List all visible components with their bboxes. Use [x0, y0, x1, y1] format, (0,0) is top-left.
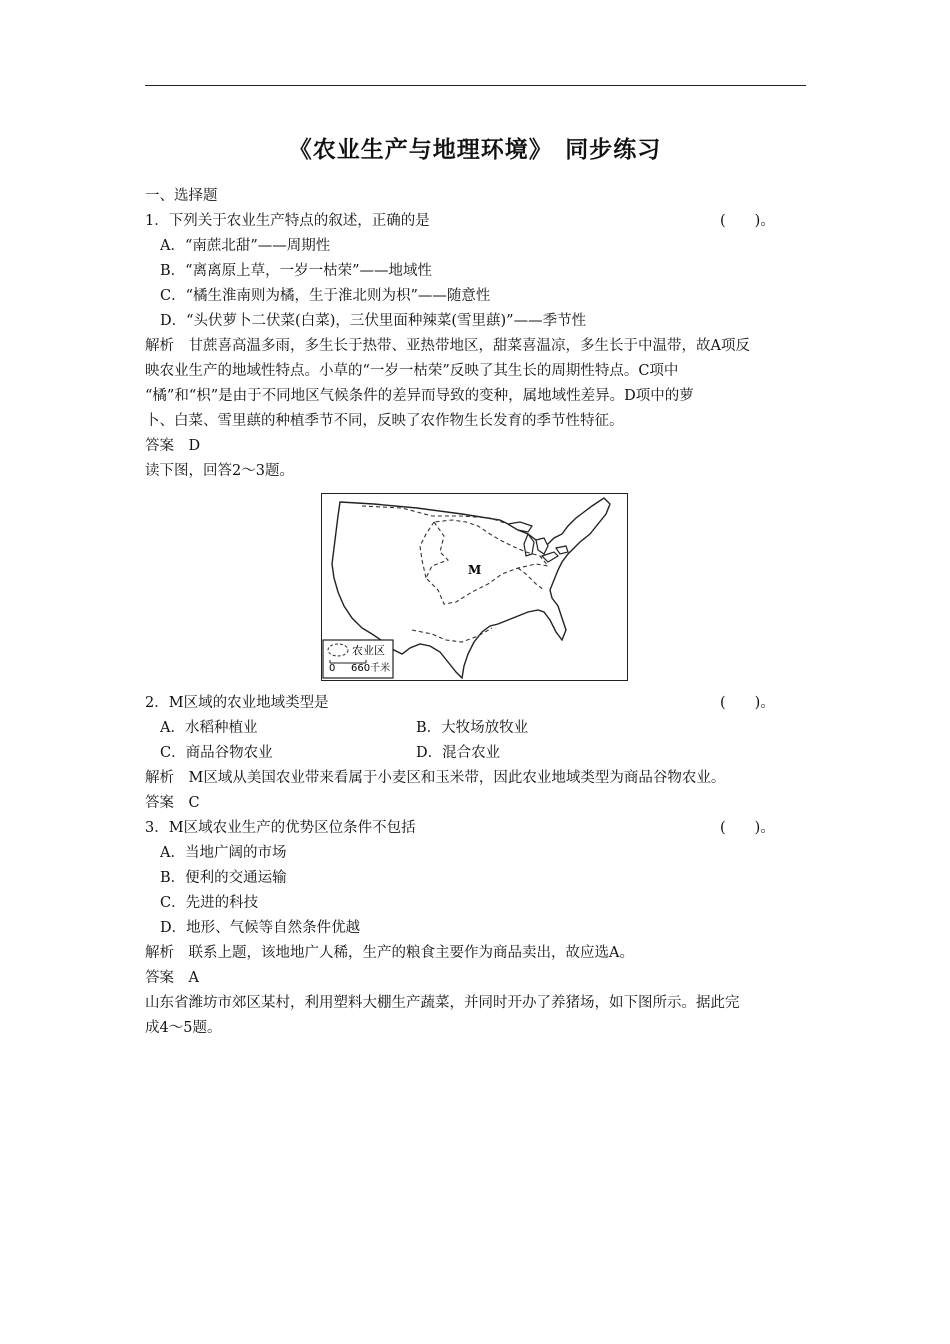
q1-analysis-line: “橘”和“枳”是由于不同地区气候条件的差异而导致的变种，属地域性差异。D项中的萝 — [145, 388, 694, 404]
header-rule — [145, 85, 806, 86]
q1-analysis-line: 解析 甘蔗喜高温多雨，多生长于热带、亚热带地区，甜菜喜温凉，多生长于中温带，故A项反 — [145, 338, 750, 354]
usa-agriculture-map — [321, 493, 628, 681]
q2-analysis: 解析 M区域从美国农业带来看属于小麦区和玉米带，因此农业地域类型为商品谷物农业。 — [145, 770, 726, 786]
q2-stem: 2．M区域的农业地域类型是 — [145, 695, 329, 711]
q3-option-a: A．当地广阔的市场 — [160, 845, 287, 861]
scale-value: 660千米 — [351, 663, 391, 674]
scale-zero: 0 — [329, 663, 336, 674]
q1-option-b: B．“离离原上草，一岁一枯荣”——地域性 — [160, 263, 432, 279]
region-m-label: M — [468, 563, 482, 577]
q2-option-b: B．大牧场放牧业 — [416, 720, 529, 736]
q1-paren: ( )。 — [720, 213, 775, 229]
page-title: 《农业生产与地理环境》 同步练习 — [288, 137, 662, 163]
q1-stem: 1．下列关于农业生产特点的叙述，正确的是 — [145, 213, 430, 229]
q3-option-c: C．先进的科技 — [160, 895, 259, 911]
section-heading: 一、选择题 — [145, 188, 218, 204]
q1-answer: 答案 D — [145, 438, 201, 454]
agri-region-boundary-south — [412, 628, 492, 642]
q2-option-a: A．水稻种植业 — [160, 720, 258, 736]
q3-paren: ( )。 — [720, 820, 775, 836]
q3-option-d: D．地形、气候等自然条件优越 — [160, 920, 361, 936]
q1-option-a: A．“南蔗北甜”——周期性 — [160, 238, 331, 254]
q2-option-d: D．混合农业 — [416, 745, 501, 761]
intro-4-5-line: 成4～5题。 — [145, 1020, 222, 1036]
q3-option-b: B．便利的交通运输 — [160, 870, 287, 886]
q1-option-d: D．“头伏萝卜二伏菜(白菜)，三伏里面种辣菜(雪里蕻)”——季节性 — [160, 313, 587, 329]
q1-analysis-line: 卜、白菜、雪里蕻的种植季节不同，反映了农作物生长发育的季节性特征。 — [145, 413, 624, 429]
q2-answer: 答案 C — [145, 795, 200, 811]
q2-paren: ( )。 — [720, 695, 775, 711]
q1-analysis-line: 映农业生产的地域性特点。小草的“一岁一枯荣”反映了其生长的周期性特点。C项中 — [145, 363, 679, 379]
q1-option-c: C．“橘生淮南则为橘，生于淮北则为枳”——随意性 — [160, 288, 491, 304]
agri-region-boundary-west — [420, 522, 434, 578]
q3-analysis: 解析 联系上题，该地地广人稀，生产的粮食主要作为商品卖出，故应选A。 — [145, 945, 634, 961]
agri-region-boundary-north — [362, 506, 508, 524]
great-lakes — [508, 522, 568, 562]
legend-label: 农业区 — [352, 644, 385, 657]
intro-2-3: 读下图，回答2～3题。 — [145, 463, 294, 479]
intro-4-5-line: 山东省潍坊市郊区某村，利用塑料大棚生产蔬菜，并同时开办了养猪场，如下图所示。据此完 — [145, 995, 740, 1011]
agri-region-boundary-m — [426, 520, 548, 604]
q3-answer: 答案 A — [145, 970, 199, 986]
map-drawing — [322, 494, 626, 679]
agri-region-boundary-east — [518, 568, 544, 590]
q3-stem: 3．M区域农业生产的优势区位条件不包括 — [145, 820, 416, 836]
q2-option-c: C．商品谷物农业 — [160, 745, 273, 761]
